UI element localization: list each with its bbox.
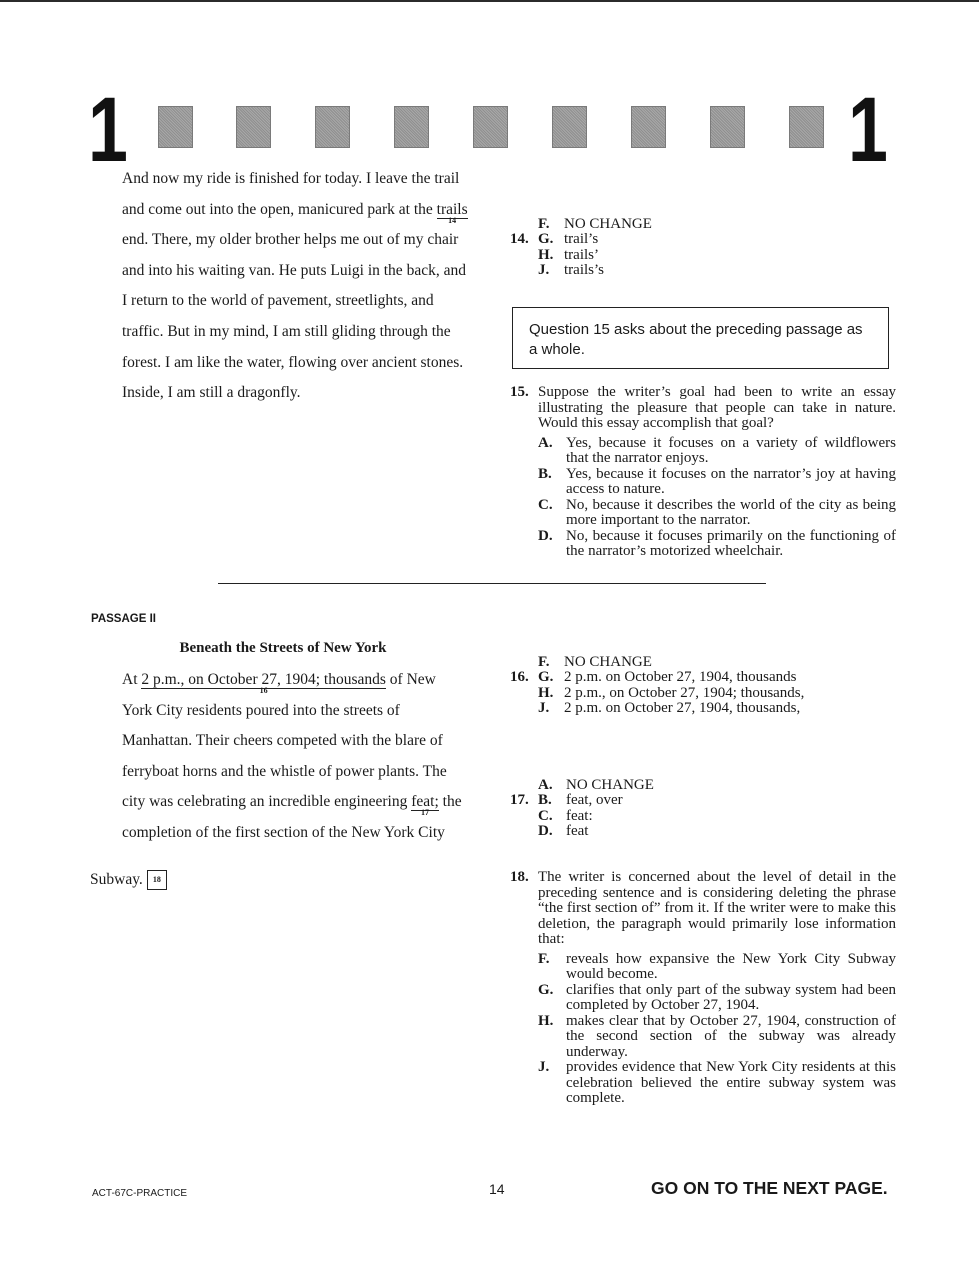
answer-option[interactable]: J. trails’s (538, 262, 604, 278)
passage-1-text (90, 164, 470, 409)
question-stem (510, 385, 896, 432)
underlined-portion-16: 2 p.m., on October 27, 1904; thousands 16 (141, 671, 386, 695)
answer-option[interactable]: B. Yes, because it focuses on the narrator’s joy at having access to nature. (538, 465, 896, 497)
passage-1-paragraph (90, 164, 470, 409)
page-number: 14 (489, 1181, 505, 1197)
question-15 (510, 385, 896, 560)
answer-option[interactable]: A. NO CHANGE (538, 776, 654, 793)
underlined-text: trails (436, 200, 468, 218)
answer-option[interactable]: C. feat: (538, 807, 593, 824)
answer-option[interactable]: G. 2 p.m. on October 27, 1904, thousands (538, 669, 797, 685)
passage-question-note-box (512, 307, 889, 369)
answer-option[interactable]: F. NO CHANGE (538, 653, 652, 670)
answer-option[interactable]: H. makes clear that by October 27, 1904, construction of the second section of the subway was already underway. (538, 1012, 896, 1060)
passage-text: And now my ride is finished for today. I leave the trail and come out into the open, manicured park at the (122, 170, 460, 218)
underlined-portion-14 (436, 200, 468, 225)
question-number: 16. (510, 669, 529, 685)
answer-option[interactable]: C. No, because it describes the world of the city as being more important to the narrator. (538, 496, 896, 528)
header-block (394, 106, 429, 148)
footer-test-code: ACT-67C-PRACTICE (92, 1188, 188, 1199)
underline-number: 16 (259, 686, 268, 695)
passage-2-text (90, 665, 466, 895)
header-block (631, 106, 666, 148)
question-text: Suppose the writer’s goal had been to write an essay illustrating the pleasure that people can take in nature. Would this essay accomplish that goal? (538, 384, 896, 431)
question-17 (510, 776, 896, 840)
header-block (158, 106, 193, 148)
passage-divider (218, 583, 766, 584)
question-number: 18. (510, 869, 529, 885)
go-on-next-page: GO ON TO THE NEXT PAGE. (651, 1178, 888, 1198)
header-block (473, 106, 508, 148)
answer-option[interactable]: H. 2 p.m., on October 27, 1904; thousands, (538, 684, 805, 701)
question-14 (510, 215, 896, 279)
note-text: Question 15 asks about the preceding passage as a whole. (529, 321, 863, 358)
question-number: 15. (510, 384, 529, 400)
section-number-right: 1 (848, 79, 888, 181)
answer-option[interactable]: D. No, because it focuses primarily on the functioning of the narrator’s motorized wheelchair. (538, 527, 896, 559)
top-rule (0, 0, 979, 2)
answer-option[interactable]: G. trail’s (538, 231, 599, 247)
passage-2-paragraph: At 2 p.m., on October 27, 1904; thousands 16 of New York City residents poured into the streets of Manhattan. Their cheers competed with the blare of ferryboat horns and the whistle of power plants. The city was celebrating an incredible engineering feat; 17 the completion of the first section of the New York City (122, 671, 462, 841)
underline-number: 14 (448, 215, 457, 225)
header-block (789, 106, 824, 148)
header-block (315, 106, 350, 148)
boxed-question-number-18: 18 (147, 870, 167, 890)
underlined-portion-17: feat; 17 (411, 793, 439, 818)
answer-option[interactable]: J. provides evidence that New York City residents at this celebration believed the entire subway system was complete. (538, 1059, 896, 1106)
answer-option[interactable]: A. Yes, because it focuses on a variety of wildflowers that the narrator enjoys. (538, 434, 896, 466)
underline-number: 17 (420, 808, 429, 818)
answer-option[interactable]: H. trails’ (538, 246, 599, 263)
question-number: 17. (510, 792, 529, 808)
question-number: 14. (510, 231, 529, 247)
header-block (552, 106, 587, 148)
answer-option[interactable]: F. reveals how expansive the New York City Subway would become. (538, 950, 896, 982)
passage-label: PASSAGE II (91, 613, 156, 625)
question-16 (510, 653, 896, 717)
answer-option[interactable]: F. NO CHANGE (538, 215, 652, 232)
section-number-left: 1 (88, 79, 128, 181)
header-block (710, 106, 745, 148)
passage-text: end. There, my older brother helps me out of my chair and into his waiting van. He puts Luigi in the back, and I return to the world of pavement, streetlights, and traffic. But in my mind, I am still gliding through the forest. I am like the water, flowing over ancient stones. Inside, I am still a dragonfly. (122, 231, 466, 402)
answer-option[interactable]: D. feat (538, 823, 589, 839)
passage-2-last-line: Subway. 18 (90, 865, 466, 896)
answer-option[interactable]: G. clarifies that only part of the subway system had been completed by October 27, 1904. (538, 981, 896, 1013)
answer-option[interactable]: J. 2 p.m. on October 27, 1904, thousands, (538, 700, 801, 716)
passage-title: Beneath the Streets of New York (179, 640, 387, 656)
question-text: The writer is concerned about the level of detail in the preceding sentence and is considering deleting the phrase “the first section of” from it. If the writer were to make this deletion, the paragraph would primarily lose information that: (538, 869, 896, 947)
header-block (236, 106, 271, 148)
question-18 (510, 870, 896, 1107)
answer-option[interactable]: B. feat, over (538, 792, 623, 808)
